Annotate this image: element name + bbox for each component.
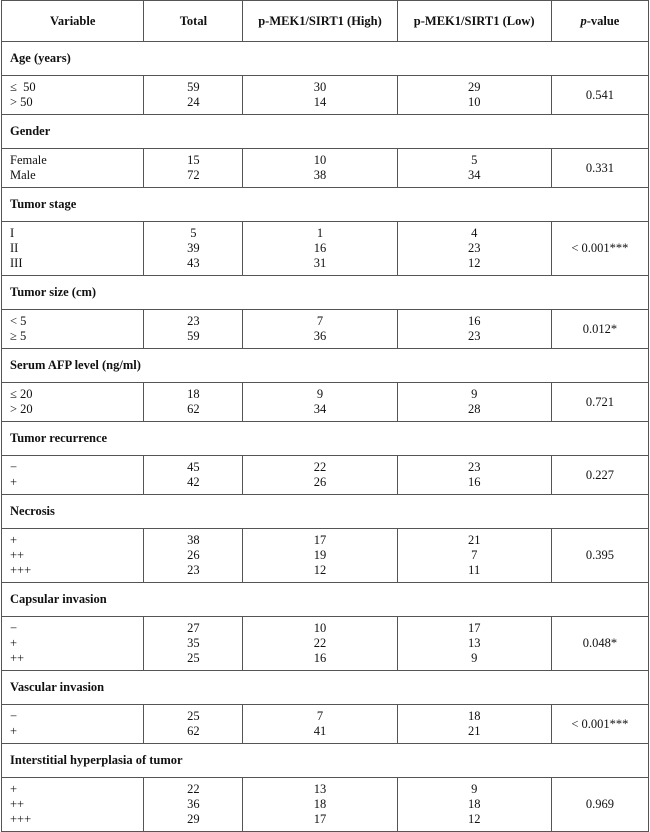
group-title: Necrosis	[2, 495, 649, 529]
category-labels	[2, 222, 144, 276]
high-cell-value: 34	[313, 402, 327, 416]
high-cell	[243, 222, 397, 276]
low-cell-value: 10	[467, 95, 481, 109]
total-cell-value: 15	[187, 153, 200, 167]
category-labels-value: −	[10, 460, 18, 474]
category-labels-value: Female	[10, 153, 47, 167]
pvalue-cell: 0.395	[551, 529, 648, 583]
low-cell	[397, 310, 551, 349]
category-labels-value: −	[10, 709, 18, 723]
low-cell-value: 9	[471, 387, 478, 401]
category-labels-value: +	[10, 724, 18, 738]
total-cell-value: 42	[187, 475, 200, 489]
low-cell	[397, 456, 551, 495]
category-labels-value: > 20	[10, 402, 33, 416]
table-row	[2, 529, 649, 583]
table-row	[2, 705, 649, 744]
low-cell	[397, 778, 551, 832]
group-header-row	[2, 349, 649, 383]
category-labels	[2, 383, 144, 422]
low-cell-value: 21	[467, 724, 481, 738]
pvalue-cell: 0.721	[551, 383, 648, 422]
category-labels-value: ++	[10, 797, 25, 811]
low-cell-value: 11	[468, 563, 481, 577]
group-header-row	[2, 42, 649, 76]
category-labels-value: −	[10, 621, 18, 635]
header-high: p-MEK1/SIRT1 (High)	[243, 1, 397, 42]
total-cell-value: 23	[187, 314, 200, 328]
category-labels	[2, 310, 144, 349]
high-cell	[243, 383, 397, 422]
header-low: p-MEK1/SIRT1 (Low)	[397, 1, 551, 42]
total-cell-value: 72	[187, 168, 200, 182]
total-cell-value: 24	[187, 95, 200, 109]
category-labels-value: +	[10, 782, 18, 796]
group-header-row	[2, 188, 649, 222]
low-cell-value: 21	[467, 533, 481, 547]
total-cell-value: 62	[187, 402, 200, 416]
high-cell	[243, 529, 397, 583]
total-cell	[144, 529, 243, 583]
high-cell-value: 38	[313, 168, 327, 182]
high-cell-value: 9	[316, 387, 324, 401]
low-cell	[397, 529, 551, 583]
category-labels-value: +++	[10, 563, 32, 577]
group-title: Tumor recurrence	[2, 422, 649, 456]
low-cell-value: 23	[467, 329, 481, 343]
group-title: Tumor size (cm)	[2, 276, 649, 310]
category-labels-value: +	[10, 533, 18, 547]
low-cell-value: 23	[467, 460, 481, 474]
category-labels	[2, 529, 144, 583]
low-cell-value: 29	[467, 80, 481, 94]
total-cell-value: 25	[187, 709, 200, 723]
table-body	[2, 42, 649, 832]
group-header-row	[2, 422, 649, 456]
low-cell-value: 12	[467, 256, 481, 270]
high-cell-value: 1	[316, 226, 324, 240]
category-labels	[2, 149, 144, 188]
total-cell	[144, 222, 243, 276]
table-row	[2, 383, 649, 422]
header-row	[2, 1, 649, 42]
high-cell-value: 13	[313, 782, 327, 796]
total-cell	[144, 705, 243, 744]
table-row	[2, 149, 649, 188]
total-cell-value: 26	[187, 548, 200, 562]
low-cell	[397, 149, 551, 188]
total-cell	[144, 383, 243, 422]
group-header-row	[2, 671, 649, 705]
pvalue-cell: 0.331	[551, 149, 648, 188]
category-labels	[2, 76, 144, 115]
total-cell	[144, 310, 243, 349]
low-cell-value: 16	[467, 314, 481, 328]
high-cell-value: 16	[313, 241, 327, 255]
category-labels	[2, 617, 144, 671]
group-title: Vascular invasion	[2, 671, 649, 705]
category-labels-value: ++	[10, 548, 25, 562]
total-cell-value: 36	[187, 797, 200, 811]
total-cell-value: 29	[187, 812, 200, 826]
high-cell-value: 22	[313, 636, 327, 650]
category-labels-value: +++	[10, 812, 32, 826]
table-row	[2, 222, 649, 276]
low-cell-value: 28	[467, 402, 481, 416]
header-variable: Variable	[2, 1, 144, 42]
header-pvalue	[551, 1, 648, 42]
high-cell-value: 19	[313, 548, 327, 562]
low-cell-value: 34	[467, 168, 481, 182]
category-labels-value: +	[10, 636, 18, 650]
low-cell-value: 23	[467, 241, 481, 255]
low-cell-value: 13	[467, 636, 481, 650]
table-row	[2, 310, 649, 349]
category-labels-value: I	[10, 226, 15, 240]
header-pvalue-italic: p	[580, 13, 587, 28]
table-row	[2, 778, 649, 832]
category-labels-value: III	[10, 256, 23, 270]
pvalue-cell: 0.012*	[551, 310, 648, 349]
low-cell-value: 9	[471, 651, 478, 665]
high-cell-value: 26	[313, 475, 327, 489]
high-cell-value: 12	[313, 563, 327, 577]
low-cell	[397, 222, 551, 276]
high-cell	[243, 617, 397, 671]
high-cell	[243, 149, 397, 188]
group-title: Tumor stage	[2, 188, 649, 222]
pvalue-cell: < 0.001***	[551, 705, 648, 744]
total-cell	[144, 456, 243, 495]
group-title: Age (years)	[2, 42, 649, 76]
category-labels-value: ++	[10, 651, 25, 665]
high-cell-value: 31	[313, 256, 327, 270]
category-labels-value: +	[10, 475, 18, 489]
group-header-row	[2, 276, 649, 310]
low-cell-value: 9	[471, 782, 478, 796]
high-cell	[243, 76, 397, 115]
category-labels-value: ≤ 20	[10, 387, 33, 401]
pvalue-cell: 0.048*	[551, 617, 648, 671]
group-header-row	[2, 744, 649, 778]
total-cell-value: 39	[187, 241, 200, 255]
high-cell-value: 30	[313, 80, 327, 94]
total-cell-value: 18	[187, 387, 200, 401]
high-cell	[243, 705, 397, 744]
low-cell-value: 16	[467, 475, 481, 489]
low-cell-value: 12	[467, 812, 481, 826]
low-cell-value: 4	[471, 226, 478, 240]
category-labels-value: < 5	[10, 314, 27, 328]
high-cell-value: 10	[313, 153, 327, 167]
total-cell-value: 22	[187, 782, 200, 796]
pvalue-cell: 0.969	[551, 778, 648, 832]
low-cell	[397, 705, 551, 744]
total-cell-value: 59	[187, 329, 200, 343]
clinicopathological-table	[1, 0, 649, 832]
high-cell-value: 36	[313, 329, 327, 343]
total-cell-value: 25	[187, 651, 200, 665]
group-header-row	[2, 583, 649, 617]
low-cell-value: 5	[471, 153, 478, 167]
group-title: Interstitial hyperplasia of tumor	[2, 744, 649, 778]
total-cell-value: 43	[187, 256, 200, 270]
group-header-row	[2, 115, 649, 149]
low-cell	[397, 76, 551, 115]
total-cell-value: 23	[187, 563, 200, 577]
high-cell-value: 7	[316, 709, 324, 723]
total-cell-value: 38	[187, 533, 200, 547]
category-labels-value: ≤ 50	[10, 80, 36, 94]
pvalue-cell: < 0.001***	[551, 222, 648, 276]
category-labels-value: Male	[10, 168, 36, 182]
high-cell-value: 7	[316, 314, 324, 328]
table-row	[2, 456, 649, 495]
total-cell-value: 62	[187, 724, 200, 738]
low-cell	[397, 383, 551, 422]
low-cell-value: 18	[467, 709, 481, 723]
group-title: Serum AFP level (ng/ml)	[2, 349, 649, 383]
total-cell	[144, 617, 243, 671]
high-cell	[243, 778, 397, 832]
pvalue-cell: 0.541	[551, 76, 648, 115]
group-header-row	[2, 495, 649, 529]
category-labels-value: ≥ 5	[10, 329, 27, 343]
high-cell-value: 14	[313, 95, 327, 109]
header-total: Total	[144, 1, 243, 42]
low-cell-value: 17	[467, 621, 481, 635]
category-labels	[2, 705, 144, 744]
high-cell-value: 22	[313, 460, 327, 474]
total-cell-value: 59	[187, 80, 200, 94]
pvalue-cell: 0.227	[551, 456, 648, 495]
category-labels	[2, 778, 144, 832]
high-cell-value: 18	[313, 797, 327, 811]
high-cell-value: 16	[313, 651, 327, 665]
table-row	[2, 617, 649, 671]
category-labels-value: > 50	[10, 95, 33, 109]
total-cell-value: 27	[187, 621, 200, 635]
total-cell	[144, 778, 243, 832]
low-cell-value: 7	[471, 548, 478, 562]
total-cell-value: 45	[187, 460, 200, 474]
high-cell-value: 17	[313, 533, 327, 547]
high-cell-value: 17	[313, 812, 327, 826]
low-cell	[397, 617, 551, 671]
group-title: Capsular invasion	[2, 583, 649, 617]
total-cell	[144, 149, 243, 188]
high-cell-value: 10	[313, 621, 327, 635]
total-cell-value: 5	[190, 226, 197, 240]
low-cell-value: 18	[467, 797, 481, 811]
header-pvalue-rest: -value	[586, 13, 620, 28]
table-row	[2, 76, 649, 115]
total-cell	[144, 76, 243, 115]
group-title: Gender	[2, 115, 649, 149]
high-cell	[243, 310, 397, 349]
high-cell	[243, 456, 397, 495]
total-cell-value: 35	[187, 636, 200, 650]
category-labels-value: II	[10, 241, 19, 255]
high-cell-value: 41	[313, 724, 327, 738]
category-labels	[2, 456, 144, 495]
